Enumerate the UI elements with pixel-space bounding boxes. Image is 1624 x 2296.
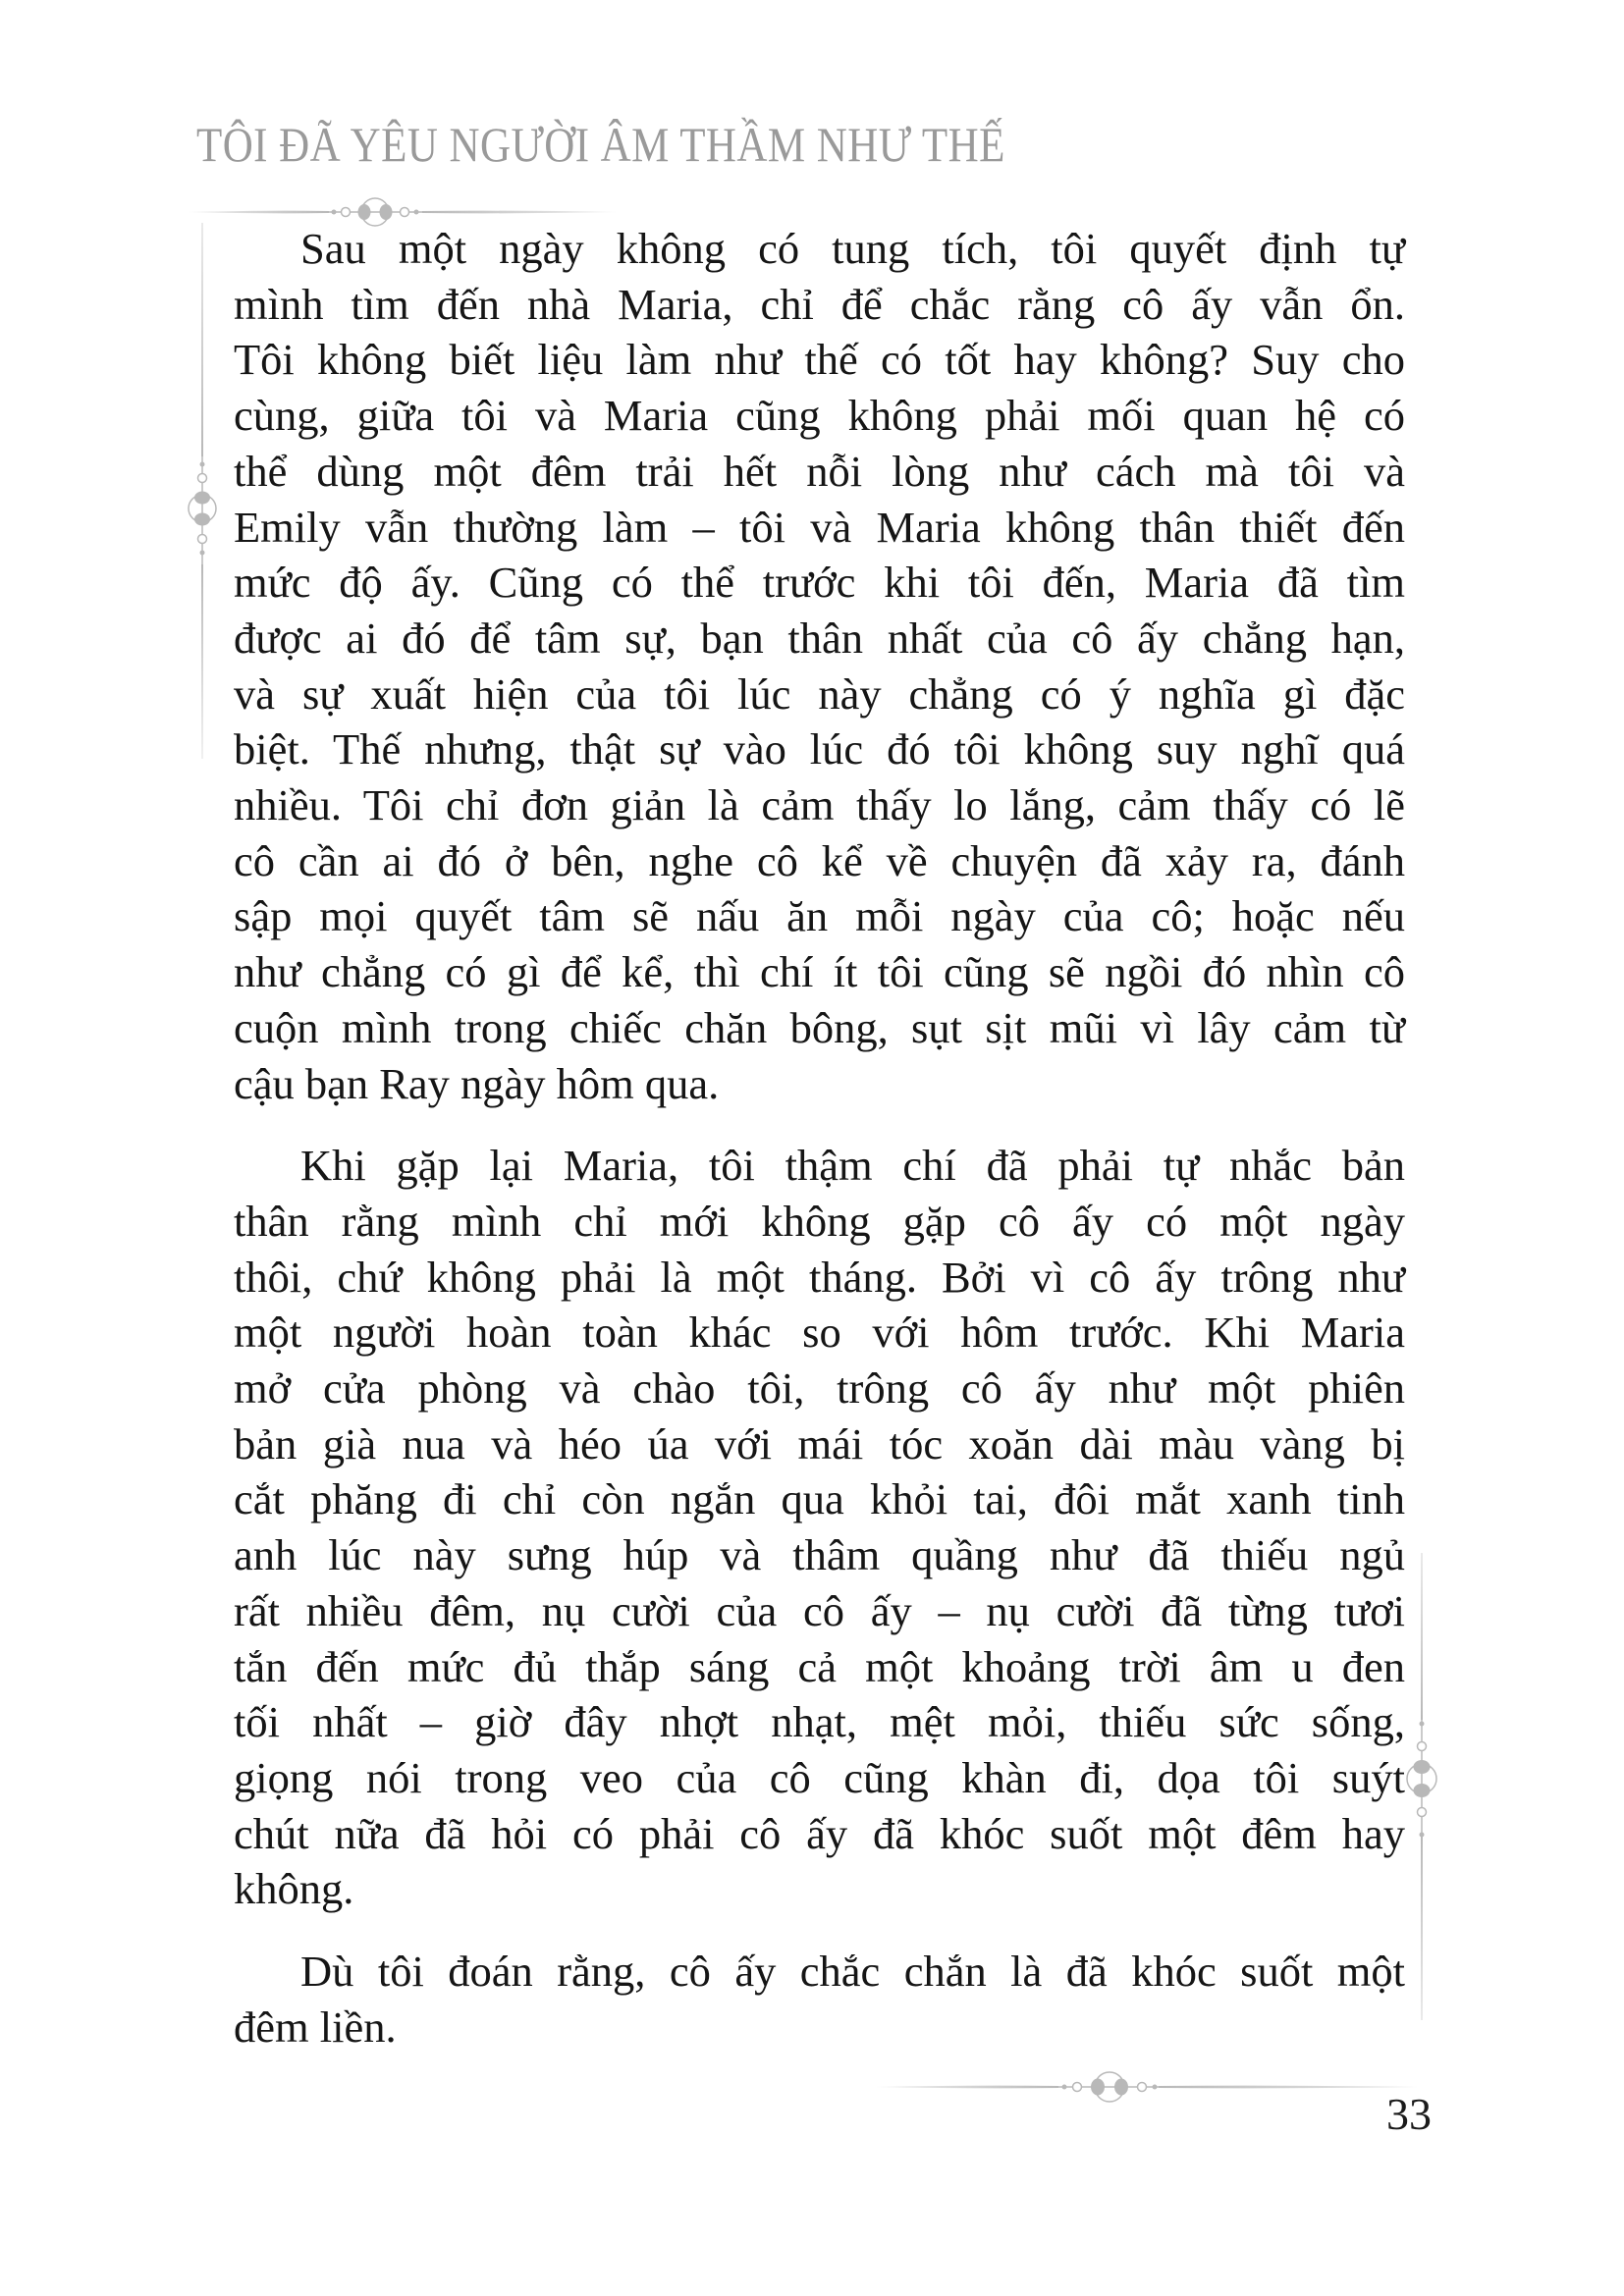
- paragraph-3: [234, 1944, 1405, 2055]
- text-line: tối nhất – giờ đây nhợt nhạt, mệt mỏi, thiếu sức sống,: [234, 1697, 1405, 1747]
- text-line: mình tìm đến nhà Maria, chỉ để chắc rằng cô ấy vẫn ổn.: [234, 279, 1405, 329]
- text-line: giọng nói trong veo của cô cũng khàn đi, dọa tôi suýt: [234, 1752, 1405, 1802]
- text-line: cô cần ai đó ở bên, nghe cô kể về chuyện đã xảy ra, đánh: [234, 835, 1405, 885]
- text-line: cậu bạn Ray ngày hôm qua.: [234, 1058, 720, 1108]
- text-line: Tôi không biết liệu làm như thế có tốt hay không? Suy cho: [234, 335, 1405, 385]
- text-line: Emily vẫn thường làm – tôi và Maria không thân thiết đến: [234, 502, 1405, 552]
- text-line: sập mọi quyết tâm sẽ nấu ăn mỗi ngày của cô; hoặc nếu: [234, 891, 1405, 941]
- text-line: thôi, chứ không phải là một tháng. Bởi vì cô ấy trông như: [234, 1252, 1405, 1302]
- text-line: mở cửa phòng và chào tôi, trông cô ấy như một phiên: [234, 1363, 1405, 1414]
- text-line: Khi gặp lại Maria, tôi thậm chí đã phải tự nhắc bản: [300, 1141, 1405, 1191]
- page-number: 33: [1386, 2089, 1432, 2139]
- text-line: Dù tôi đoán rằng, cô ấy chắc chắn là đã khóc suốt một: [300, 1947, 1405, 1997]
- text-line: được ai đó để tâm sự, bạn thân nhất của cô ấy chẳng hạn,: [234, 613, 1405, 663]
- body-text: [234, 221, 1405, 2082]
- text-line: thân rằng mình chỉ mới không gặp cô ấy có một ngày: [234, 1196, 1405, 1246]
- text-line: tắn đến mức đủ thắp sáng cả một khoảng trời âm u đen: [234, 1641, 1405, 1691]
- text-line: Sau một ngày không có tung tích, tôi quyết định tự: [300, 224, 1405, 273]
- running-header-title: TÔI ĐÃ YÊU NGƯỜI ÂM THẦM NHƯ THẾ: [196, 117, 1005, 172]
- text-line: thể dùng một đêm trải hết nỗi lòng như cách mà tôi và: [234, 446, 1405, 496]
- text-line: cuộn mình trong chiếc chăn bông, sụt sịt mũi vì lây cảm từ: [234, 1002, 1405, 1052]
- text-line: cùng, giữa tôi và Maria cũng không phải mối quan hệ có: [234, 391, 1405, 441]
- right-flourish-rule-icon: [1402, 1551, 1441, 2022]
- text-line: cắt phăng đi chỉ còn ngắn qua khỏi tai, đôi mắt xanh tinh: [234, 1474, 1405, 1524]
- text-line: và sự xuất hiện của tôi lúc này chẳng có ý nghĩa gì đặc: [234, 668, 1405, 719]
- text-line: như chẳng có gì để kể, thì chí ít tôi cũng sẽ ngồi đó nhìn cô: [234, 947, 1405, 997]
- text-line: chút nữa đã hỏi có phải cô ấy đã khóc suốt một đêm hay: [234, 1808, 1405, 1858]
- text-line: mức độ ấy. Cũng có thể trước khi tôi đến, Maria đã tìm: [234, 558, 1405, 608]
- paragraph-1: [234, 221, 1405, 1111]
- text-line: nhiều. Tôi chỉ đơn giản là cảm thấy lo lắng, cảm thấy có lẽ: [234, 780, 1405, 830]
- text-line: không.: [234, 1864, 354, 1914]
- paragraph-2: [234, 1138, 1405, 1917]
- text-line: một người hoàn toàn khác so với hôm trước. Khi Maria: [234, 1308, 1405, 1358]
- bottom-flourish-divider-icon: [874, 2067, 1420, 2107]
- text-line: anh lúc này sưng húp và thâm quầng như đã thiếu ngủ: [234, 1530, 1405, 1580]
- text-line: biệt. Thế nhưng, thật sự vào lúc đó tôi không suy nghĩ quá: [234, 724, 1405, 774]
- left-flourish-rule-icon: [183, 221, 222, 761]
- text-line: bản già nua và héo úa với mái tóc xoăn dài màu vàng bị: [234, 1418, 1405, 1468]
- text-line: rất nhiều đêm, nụ cười của cô ấy – nụ cười đã từng tươi: [234, 1585, 1405, 1635]
- text-line: đêm liền.: [234, 2002, 397, 2052]
